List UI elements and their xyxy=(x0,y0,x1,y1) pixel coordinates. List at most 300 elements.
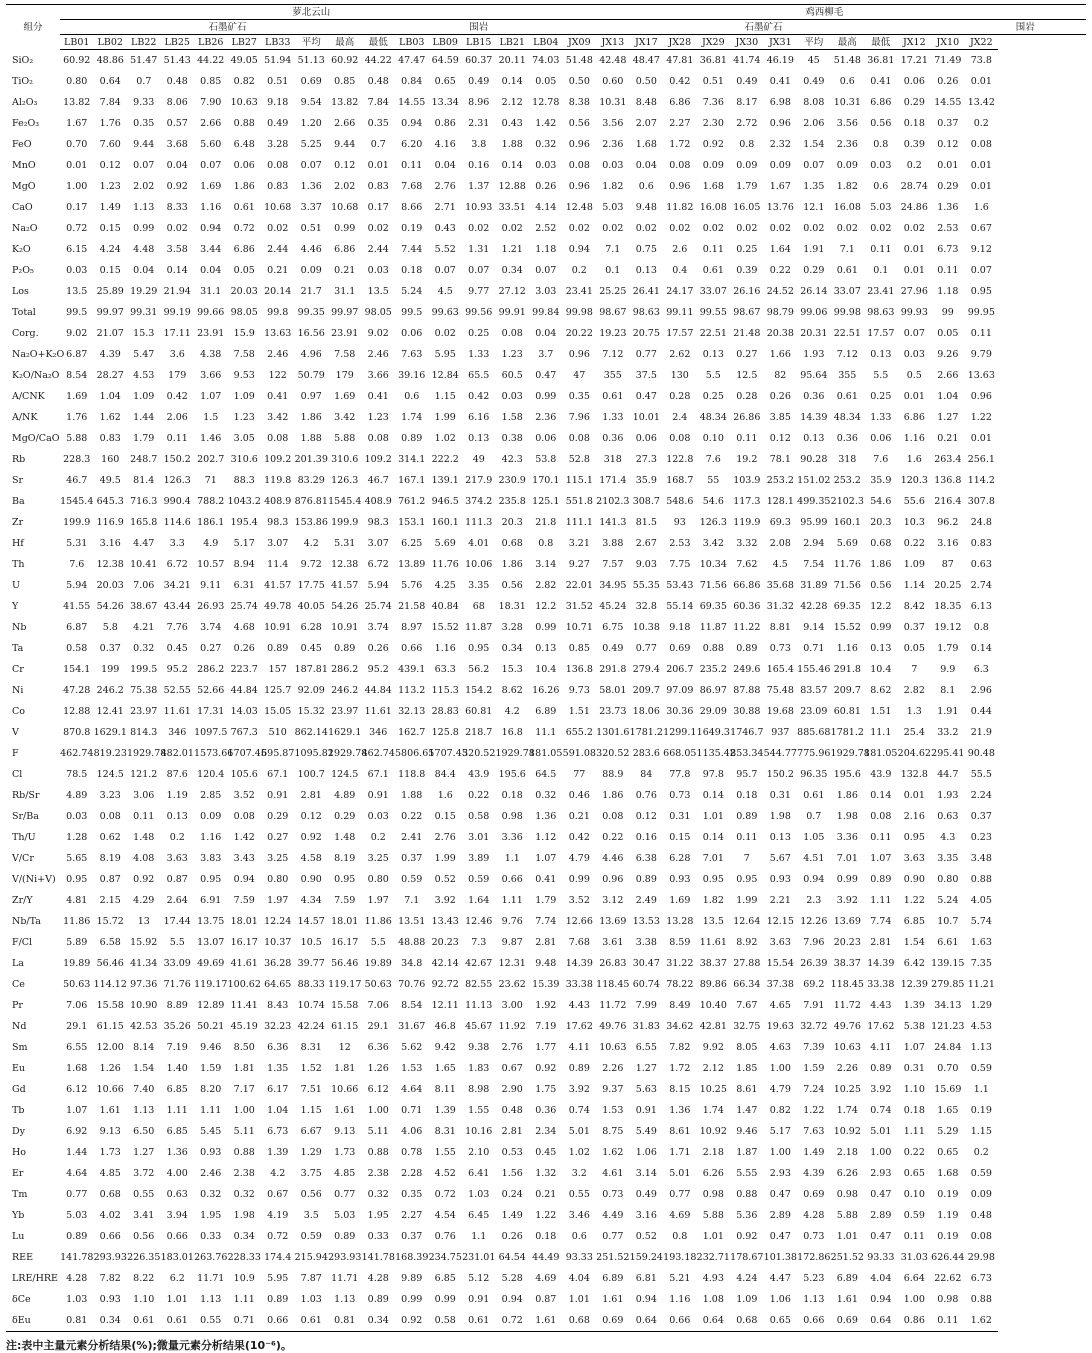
column-header: 平均 xyxy=(797,35,831,50)
table-cell: 6.17 xyxy=(267,1084,289,1095)
table-cell: 41.57 xyxy=(331,580,359,591)
table-cell: 3.28 xyxy=(267,139,289,150)
table-cell: 6.72 xyxy=(166,559,188,570)
table-cell: 1.79 xyxy=(535,895,557,906)
table-cell: 0.85 xyxy=(200,76,222,87)
table-cell: 5.55 xyxy=(736,1168,758,1179)
table-row xyxy=(6,1058,1086,1079)
table-cell: 52.66 xyxy=(197,685,225,696)
table-cell: 0.58 xyxy=(66,643,88,654)
table-cell: 0.68 xyxy=(730,1310,764,1332)
table-cell: 0.99 xyxy=(401,1294,423,1305)
table-cell: 2.71 xyxy=(434,202,456,213)
table-cell: 23.91 xyxy=(197,328,225,339)
table-cell: 0.88 xyxy=(367,1147,389,1158)
table-cell: 4.14 xyxy=(535,202,557,213)
table-cell: 0.02 xyxy=(367,223,389,234)
table-cell: 7 xyxy=(911,664,918,675)
table-cell: 20.25 xyxy=(934,580,962,591)
table-cell: 11.76 xyxy=(431,559,459,570)
table-cell: 2.85 xyxy=(200,790,222,801)
table-cell: 64.59 xyxy=(431,55,459,66)
table-cell: 0.99 xyxy=(535,391,557,402)
table-cell: 33.38 xyxy=(565,979,593,990)
table-cell: 3.63 xyxy=(166,853,188,864)
table-cell: 0.93 xyxy=(769,874,791,885)
table-cell: 97.36 xyxy=(130,979,158,990)
table-cell: 3.07 xyxy=(367,538,389,549)
table-cell: 0.37 xyxy=(970,811,992,822)
table-cell: 307.8 xyxy=(967,496,995,507)
table-cell: 1781.2 xyxy=(830,727,864,738)
table-cell: 0.34 xyxy=(501,265,523,276)
table-cell: 0.87 xyxy=(166,874,188,885)
table-cell: 13.5 xyxy=(702,916,724,927)
table-cell: 13.5 xyxy=(367,286,389,297)
table-cell: 0.13 xyxy=(870,349,892,360)
table-cell: 2.12 xyxy=(702,1063,724,1074)
table-cell: 0.94 xyxy=(635,1294,657,1305)
table-cell: 4.51 xyxy=(803,853,825,864)
table-row xyxy=(6,176,1086,197)
table-cell: 9.38 xyxy=(468,1042,490,1053)
table-cell: 0.92 xyxy=(300,832,322,843)
table-cell: 0.61 xyxy=(462,1310,496,1332)
table-cell: 0.65 xyxy=(937,1147,959,1158)
table-cell: 0.01 xyxy=(903,265,925,276)
table-cell: 19.63 xyxy=(766,1021,794,1032)
table-cell: 0.50 xyxy=(635,76,657,87)
table-cell: 209.7 xyxy=(632,685,660,696)
table-cell: 179 xyxy=(335,370,354,381)
column-header: LB22 xyxy=(127,35,161,50)
table-cell: 33.07 xyxy=(833,286,861,297)
table-cell: 136.8 xyxy=(934,475,962,486)
table-cell: 0.89 xyxy=(267,1294,289,1305)
table-cell: 3.2 xyxy=(571,1168,587,1179)
table-cell: 11.22 xyxy=(733,622,761,633)
table-cell: 0.91 xyxy=(468,1294,490,1305)
table-cell: 1.03 xyxy=(300,1294,322,1305)
table-cell: 119.8 xyxy=(264,475,292,486)
table-cell: 178.67 xyxy=(730,1252,764,1263)
table-cell: 168.7 xyxy=(666,475,694,486)
table-cell: 1.36 xyxy=(166,1147,188,1158)
table-cell: 1.16 xyxy=(434,643,456,654)
table-cell: 9.18 xyxy=(267,97,289,108)
table-cell: 3.06 xyxy=(133,790,155,801)
table-cell: 0.17 xyxy=(367,202,389,213)
table-cell: 99.63 xyxy=(431,307,459,318)
table-cell: 77.8 xyxy=(669,769,691,780)
table-cell: 4.39 xyxy=(803,1168,825,1179)
table-cell: 4.04 xyxy=(568,1273,590,1284)
table-cell: 17.62 xyxy=(867,1021,895,1032)
table-cell: 0.77 xyxy=(635,643,657,654)
table-cell: 10.31 xyxy=(599,97,627,108)
table-cell: 49.5 xyxy=(99,475,121,486)
table-cell: 2.02 xyxy=(334,181,356,192)
table-cell: 0.19 xyxy=(937,1189,959,1200)
column-header: 最低 xyxy=(864,35,898,50)
table-cell: 0.11 xyxy=(736,832,758,843)
table-cell: 0.71 xyxy=(228,1310,262,1332)
table-cell: 0.01 xyxy=(970,160,992,171)
table-cell: 291.8 xyxy=(599,664,627,675)
table-cell: 0.77 xyxy=(66,1189,88,1200)
column-header: LB25 xyxy=(161,35,195,50)
table-cell: 3.25 xyxy=(367,853,389,864)
table-cell: 0.46 xyxy=(568,790,590,801)
table-cell: 0.84 xyxy=(401,76,423,87)
table-cell: 0.59 xyxy=(468,874,490,885)
table-cell: 7.82 xyxy=(99,1273,121,1284)
table-cell: 5.11 xyxy=(367,1126,389,1137)
row-label: F/Cl xyxy=(12,937,33,948)
table-cell: 0.66 xyxy=(99,1231,121,1242)
row-label: FeO xyxy=(12,139,32,150)
table-cell: 0.6 xyxy=(873,181,889,192)
table-cell: 2.96 xyxy=(970,685,992,696)
table-cell: 114.12 xyxy=(93,979,127,990)
table-row xyxy=(6,1226,1086,1247)
table-cell: 3.89 xyxy=(468,853,490,864)
table-cell: 10.40 xyxy=(699,1000,727,1011)
table-cell: 3.43 xyxy=(233,853,255,864)
table-cell: 8.59 xyxy=(669,937,691,948)
table-cell: 0.37 xyxy=(99,643,121,654)
table-cell: 83.57 xyxy=(800,685,828,696)
table-cell: 15.54 xyxy=(766,958,794,969)
table-cell: 99.55 xyxy=(699,307,727,318)
table-cell: 2.10 xyxy=(468,1147,490,1158)
row-label: Na₂O xyxy=(12,223,38,234)
table-cell: 66.34 xyxy=(733,979,761,990)
table-cell: 3.56 xyxy=(602,118,624,129)
table-cell: 1.22 xyxy=(903,895,925,906)
table-body xyxy=(6,50,1086,1332)
table-cell: 13.63 xyxy=(264,328,292,339)
table-cell: 6.85 xyxy=(903,916,925,927)
table-cell: 0.41 xyxy=(367,391,389,402)
table-cell: 0.18 xyxy=(401,265,423,276)
table-cell: 11.61 xyxy=(163,706,191,717)
table-cell: 0.52 xyxy=(434,874,456,885)
table-cell: 0.13 xyxy=(702,349,724,360)
table-cell: 46.7 xyxy=(66,475,88,486)
table-cell: 1.69 xyxy=(66,391,88,402)
table-cell: 0.03 xyxy=(367,265,389,276)
table-cell: 1.79 xyxy=(736,181,758,192)
table-cell: 1.39 xyxy=(434,1105,456,1116)
table-cell: 1573.66 xyxy=(194,748,234,759)
table-cell: 99.98 xyxy=(833,307,861,318)
table-cell: 4.01 xyxy=(468,538,490,549)
table-cell: 5806.65 xyxy=(395,748,435,759)
table-cell: 0.97 xyxy=(300,391,322,402)
table-cell: 1.00 xyxy=(769,1147,791,1158)
table-cell: 1.13 xyxy=(133,202,155,213)
table-cell: 13.76 xyxy=(766,202,794,213)
table-cell: 9.42 xyxy=(434,1042,456,1053)
column-header: LB02 xyxy=(94,35,128,50)
table-cell: 1.02 xyxy=(434,433,456,444)
table-cell: 7.90 xyxy=(200,97,222,108)
table-cell: 36.81 xyxy=(699,55,727,66)
table-cell: 187.81 xyxy=(294,664,328,675)
table-cell: 2.81 xyxy=(870,937,892,948)
row-label: Sr xyxy=(12,475,24,486)
table-cell: 125.8 xyxy=(431,727,459,738)
table-cell: 0.51 xyxy=(300,223,322,234)
table-cell: 2.52 xyxy=(535,223,557,234)
table-cell: 1.54 xyxy=(903,937,925,948)
table-cell: 7.01 xyxy=(836,853,858,864)
table-cell: 3.07 xyxy=(267,538,289,549)
table-cell: 0.32 xyxy=(535,139,557,150)
table-cell: 14.39 xyxy=(867,958,895,969)
row-label: Corg. xyxy=(12,328,39,339)
table-cell: 0.63 xyxy=(970,559,992,570)
table-cell: 5.29 xyxy=(937,1126,959,1137)
row-label: Gd xyxy=(12,1084,26,1095)
table-cell: 0.89 xyxy=(870,874,892,885)
table-row xyxy=(6,617,1086,638)
region-header: 鸡西柳毛 xyxy=(563,5,1086,20)
table-cell: 3.01 xyxy=(468,832,490,843)
table-cell: 3.66 xyxy=(367,370,389,381)
table-cell: 12.46 xyxy=(465,916,493,927)
table-cell: 8.19 xyxy=(99,853,121,864)
table-cell: 1.00 xyxy=(769,1063,791,1074)
table-cell: 0.98 xyxy=(702,1189,724,1200)
table-cell: 0.69 xyxy=(831,1310,865,1332)
table-cell: 0.29 xyxy=(903,97,925,108)
table-cell: 0.73 xyxy=(769,643,791,654)
table-row xyxy=(6,911,1086,932)
table-cell: 6.28 xyxy=(300,622,322,633)
table-cell: 7.59 xyxy=(233,895,255,906)
table-cell: 15.52 xyxy=(833,622,861,633)
table-cell: 6.61 xyxy=(937,937,959,948)
row-label: Sr/Ba xyxy=(12,811,39,822)
table-cell: 55.5 xyxy=(970,769,992,780)
table-cell: 5.67 xyxy=(769,853,791,864)
table-cell: 0.35 xyxy=(568,391,590,402)
table-cell: 0.65 xyxy=(434,76,456,87)
table-cell: 355 xyxy=(838,370,857,381)
table-cell: 0.87 xyxy=(535,1294,557,1305)
table-cell: 228.33 xyxy=(227,1252,261,1263)
table-cell: 98.67 xyxy=(733,307,761,318)
table-cell: 55 xyxy=(707,475,720,486)
table-cell: 1.83 xyxy=(468,1063,490,1074)
table-cell: 54.26 xyxy=(96,601,124,612)
table-cell: 0.18 xyxy=(903,118,925,129)
table-cell: 3.92 xyxy=(434,895,456,906)
table-cell: 4.89 xyxy=(334,790,356,801)
table-cell: 1.33 xyxy=(870,412,892,423)
table-cell: 13.75 xyxy=(197,916,225,927)
table-cell: 0.29 xyxy=(937,181,959,192)
column-header: 最高 xyxy=(831,35,865,50)
table-cell: 209.7 xyxy=(833,685,861,696)
table-cell: 105.6 xyxy=(230,769,258,780)
table-cell: 1.91 xyxy=(803,244,825,255)
table-cell: 31.1 xyxy=(200,286,222,297)
table-cell: 0.89 xyxy=(367,1294,389,1305)
document-page xyxy=(6,4,1086,1353)
table-cell: 5.5 xyxy=(705,370,721,381)
table-cell: 1.54 xyxy=(133,1063,155,1074)
table-cell: 551.8 xyxy=(565,496,593,507)
table-cell: 20.38 xyxy=(766,328,794,339)
table-cell: 0.96 xyxy=(568,349,590,360)
table-cell: 1.16 xyxy=(200,202,222,213)
table-cell: 96.35 xyxy=(800,769,828,780)
table-cell: 314.1 xyxy=(398,454,426,465)
table-cell: 6.15 xyxy=(66,244,88,255)
table-cell: 40.84 xyxy=(431,601,459,612)
table-cell: 0.95 xyxy=(66,874,88,885)
table-cell: 1781.2 xyxy=(629,727,663,738)
table-cell: 1.11 xyxy=(870,895,892,906)
row-label: Ni xyxy=(12,685,24,696)
table-cell: 53.43 xyxy=(666,580,694,591)
table-cell: 7.96 xyxy=(568,412,590,423)
table-cell: 7.36 xyxy=(702,97,724,108)
table-cell: 19.12 xyxy=(934,622,962,633)
table-cell: 990.4 xyxy=(163,496,191,507)
table-cell: 2.82 xyxy=(535,580,557,591)
table-cell: 4.68 xyxy=(233,622,255,633)
table-cell: 0.18 xyxy=(736,790,758,801)
table-cell: 0.12 xyxy=(769,433,791,444)
column-header: JX12 xyxy=(898,35,932,50)
column-header: JX29 xyxy=(697,35,731,50)
table-note: 注:表中主量元素分析结果(%);微量元素分析结果(10⁻⁶)。 xyxy=(6,1339,292,1352)
table-cell: 2.82 xyxy=(903,685,925,696)
table-cell: 0.11 xyxy=(702,244,724,255)
table-cell: 0.14 xyxy=(702,790,724,801)
table-cell: 3.74 xyxy=(367,622,389,633)
table-cell: 55.14 xyxy=(666,601,694,612)
table-cell: 308.7 xyxy=(632,496,660,507)
table-cell: 13.28 xyxy=(666,916,694,927)
table-cell: 26.16 xyxy=(733,286,761,297)
table-cell: 876.81 xyxy=(294,496,328,507)
table-cell: 8.98 xyxy=(468,1084,490,1095)
table-cell: 2.93 xyxy=(870,1168,892,1179)
table-cell: 1.07 xyxy=(200,391,222,402)
table-cell: 0.83 xyxy=(267,181,289,192)
table-cell: 3.83 xyxy=(200,853,222,864)
rocktype-header: 石墨矿石 xyxy=(563,20,965,35)
column-header: LB01 xyxy=(60,35,94,50)
table-cell: 5.69 xyxy=(836,538,858,549)
row-label: Rb xyxy=(12,454,26,465)
table-cell: 6.58 xyxy=(99,937,121,948)
table-cell: 1.64 xyxy=(769,244,791,255)
table-cell: 0.08 xyxy=(970,139,992,150)
table-cell: 0.34 xyxy=(501,643,523,654)
table-cell: 6.73 xyxy=(937,244,959,255)
table-cell: 67.1 xyxy=(267,769,289,780)
table-row xyxy=(6,701,1086,722)
table-cell: 4.52 xyxy=(434,1168,456,1179)
table-cell: 3.66 xyxy=(200,370,222,381)
table-cell: 1.87 xyxy=(736,1147,758,1158)
table-cell: 0.28 xyxy=(669,391,691,402)
column-header: JX09 xyxy=(563,35,597,50)
table-cell: 0.4 xyxy=(672,265,688,276)
table-cell: 0.96 xyxy=(602,874,624,885)
table-cell: 125.7 xyxy=(264,685,292,696)
table-cell: 1.00 xyxy=(233,1105,255,1116)
table-cell: 0.2 xyxy=(973,118,989,129)
table-cell: 0.11 xyxy=(401,160,423,171)
table-cell: 2.44 xyxy=(367,244,389,255)
table-cell: 8.61 xyxy=(736,1084,758,1095)
table-cell: 3.56 xyxy=(836,118,858,129)
table-cell: 58.01 xyxy=(599,685,627,696)
table-cell: 0.56 xyxy=(300,1189,322,1200)
table-cell: 3.85 xyxy=(769,412,791,423)
table-cell: 12.38 xyxy=(96,559,124,570)
table-cell: 499.35 xyxy=(797,496,831,507)
table-cell: 47.81 xyxy=(666,55,694,66)
table-cell: 0.94 xyxy=(870,1294,892,1305)
table-cell: 15.72 xyxy=(96,916,124,927)
table-cell: 0.11 xyxy=(903,1231,925,1242)
table-row xyxy=(6,1079,1086,1100)
table-cell: 1.97 xyxy=(367,895,389,906)
table-cell: 25.74 xyxy=(364,601,392,612)
table-cell: 2.76 xyxy=(434,181,456,192)
table-cell: 119.17 xyxy=(194,979,228,990)
table-cell: 1.59 xyxy=(803,1063,825,1074)
table-cell: 4.58 xyxy=(300,853,322,864)
table-cell: 13.07 xyxy=(197,937,225,948)
table-cell: 4.65 xyxy=(769,1000,791,1011)
table-cell: 6.2 xyxy=(169,1273,185,1284)
table-row xyxy=(6,743,1086,764)
table-cell: 1.53 xyxy=(602,1105,624,1116)
table-cell: 6.31 xyxy=(233,580,255,591)
table-cell: 6.12 xyxy=(367,1084,389,1095)
table-cell: 0.89 xyxy=(736,811,758,822)
table-cell: 12.89 xyxy=(197,1000,225,1011)
table-cell: 24.86 xyxy=(900,202,928,213)
table-cell: 95.2 xyxy=(166,664,188,675)
table-cell: 5.01 xyxy=(669,1168,691,1179)
table-cell: 1.98 xyxy=(769,811,791,822)
table-cell: 51.47 xyxy=(130,55,158,66)
table-cell: 2.27 xyxy=(401,1210,423,1221)
table-cell: 24.84 xyxy=(934,1042,962,1053)
table-cell: 2.24 xyxy=(970,790,992,801)
table-cell: 199.9 xyxy=(331,517,359,528)
table-cell: 5.12 xyxy=(468,1273,490,1284)
table-cell: 9.72 xyxy=(300,559,322,570)
table-cell: 0.1 xyxy=(605,265,621,276)
table-cell: 1.81 xyxy=(334,1063,356,1074)
table-cell: 7.6 xyxy=(705,454,721,465)
table-cell: 10.34 xyxy=(699,559,727,570)
table-cell: 49.76 xyxy=(599,1021,627,1032)
table-cell: 4.29 xyxy=(133,895,155,906)
table-cell: 160 xyxy=(101,454,120,465)
